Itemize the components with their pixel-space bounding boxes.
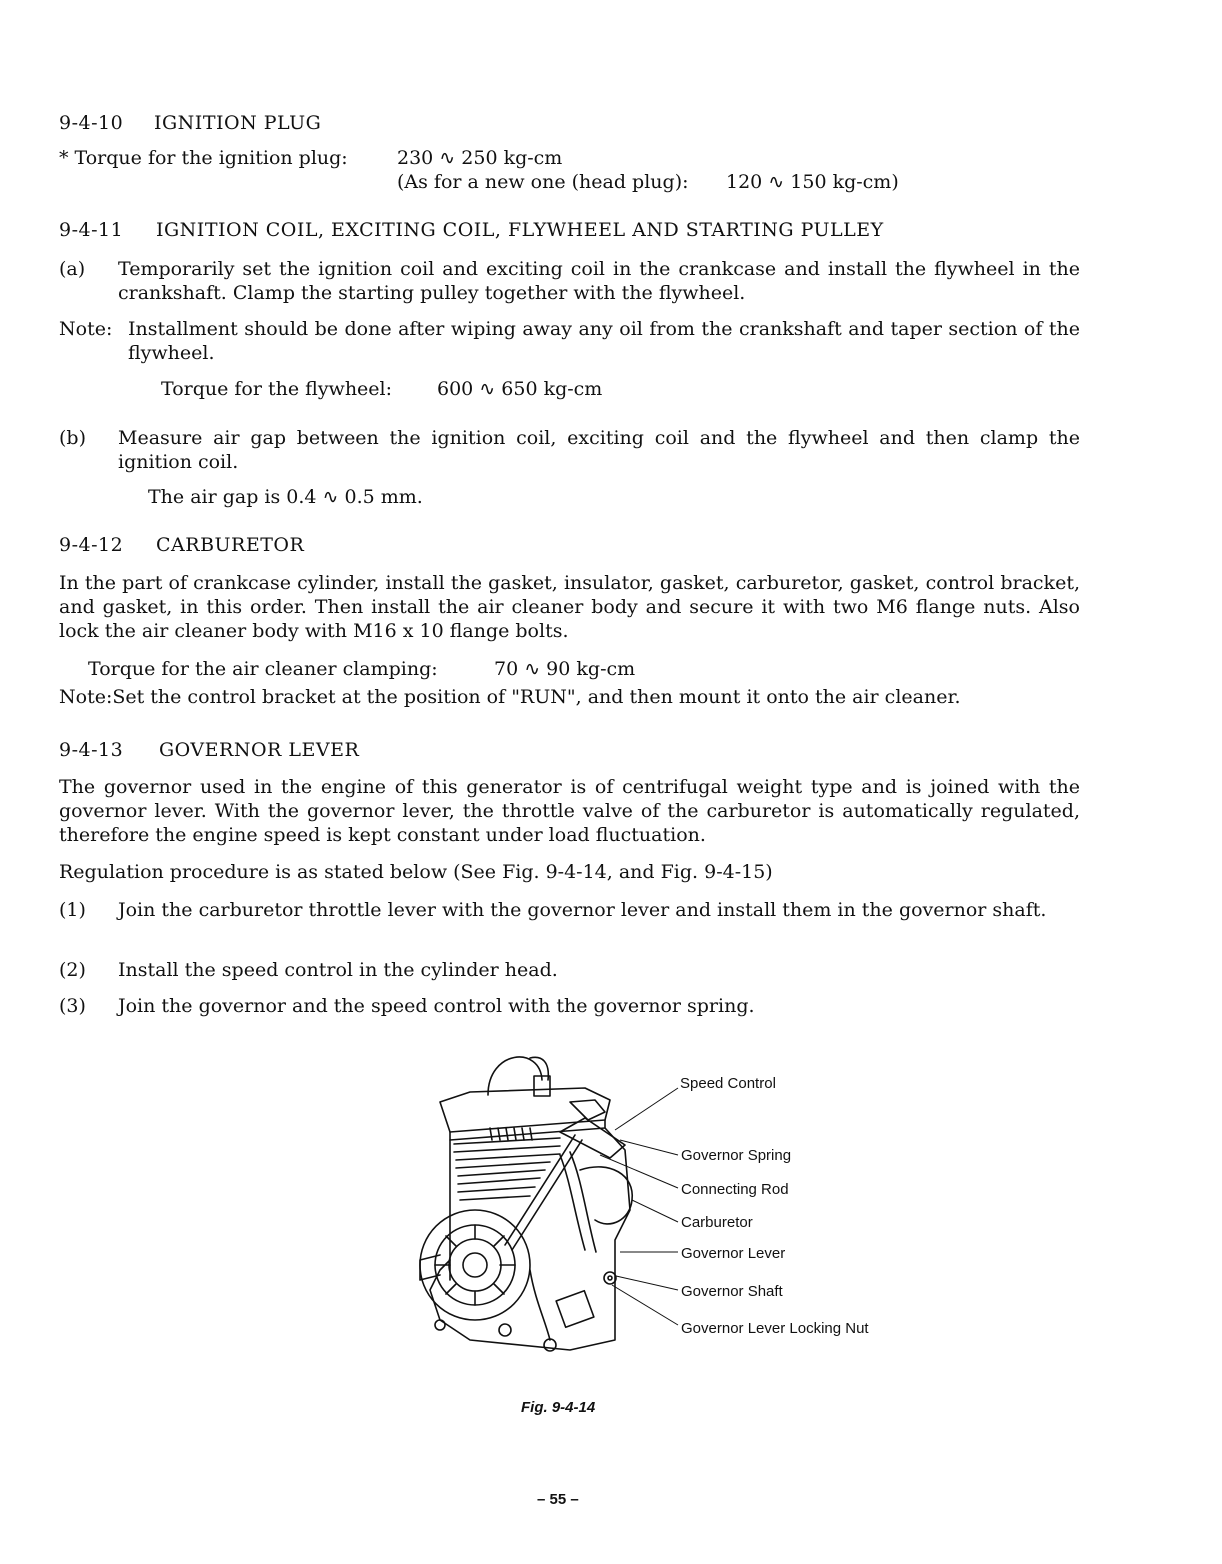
section-title: GOVERNOR LEVER — [159, 739, 360, 761]
figure-label: Governor Lever Locking Nut — [681, 1320, 869, 1337]
note-text: Note:Set the control bracket at the position of "RUN", and then mount it onto the air cleaner. — [59, 686, 961, 708]
paragraph: Regulation procedure is as stated below (See Fig. 9-4-14, and Fig. 9-4-15) — [59, 861, 773, 883]
torque-value: 600 ∿ 650 kg-cm — [437, 378, 603, 400]
engine-illustration — [410, 1040, 680, 1360]
section-number: 9-4-10 — [59, 112, 124, 134]
section-title: IGNITION PLUG — [154, 112, 322, 134]
figure-label: Governor Shaft — [681, 1283, 783, 1300]
section-number: 9-4-11 — [59, 219, 124, 241]
step-text: Join the governor and the speed control with the governor spring. — [118, 995, 755, 1017]
torque-label: * Torque for the ignition plug: — [59, 147, 348, 169]
note-marker: Note: — [59, 318, 113, 340]
note-text: Installment should be done after wiping away any oil from the crankshaft and taper section of the flywheel. — [128, 318, 1080, 364]
step-marker: (3) — [59, 995, 86, 1017]
section-title: IGNITION COIL, EXCITING COIL, FLYWHEEL AND STARTING PULLEY — [156, 219, 884, 241]
figure-label: Carburetor — [681, 1214, 753, 1231]
step-marker: (2) — [59, 959, 86, 981]
figure-label: Connecting Rod — [681, 1181, 789, 1198]
step-text: Install the speed control in the cylinder head. — [118, 959, 558, 981]
figure-label: Governor Spring — [681, 1147, 792, 1164]
section-number: 9-4-12 — [59, 534, 124, 556]
torque-value: 70 ∿ 90 kg-cm — [494, 658, 636, 680]
item-marker: (a) — [59, 258, 86, 280]
section-number: 9-4-13 — [59, 739, 124, 761]
paragraph: The governor used in the engine of this generator is of centrifugal weight type and is joined with the governor lever. With the governor lever, the throttle valve of the carburetor is automatically regulated, therefore the engine speed is kept constant under load fluctuation. — [59, 776, 1080, 846]
figure-label: Speed Control — [680, 1075, 776, 1092]
torque-value: 230 ∿ 250 kg-cm — [397, 147, 563, 169]
step-text: Join the carburetor throttle lever with the governor lever and install them in the governor shaft. — [118, 899, 1047, 921]
torque-label: (As for a new one (head plug): — [397, 171, 689, 193]
torque-label: Torque for the air cleaner clamping: — [88, 658, 438, 680]
paragraph: In the part of crankcase cylinder, install the gasket, insulator, gasket, carburetor, gasket, control bracket, and gasket, in this order. Then install the air cleaner body and secure it with two M6 flange nuts. Also lock the air cleaner body with M16 x 10 flange bolts. — [59, 572, 1080, 642]
item-marker: (b) — [59, 427, 86, 449]
page-number: – 55 – — [537, 1491, 579, 1508]
paragraph: Temporarily set the ignition coil and exciting coil in the crankcase and install the flywheel in the crankshaft. Clamp the starting pulley together with the flywheel. — [118, 258, 1080, 304]
air-gap-spec: The air gap is 0.4 ∿ 0.5 mm. — [148, 486, 423, 508]
torque-label: Torque for the flywheel: — [161, 378, 393, 400]
paragraph: Measure air gap between the ignition coil, exciting coil and the flywheel and then clamp the ignition coil. — [118, 427, 1080, 473]
section-title: CARBURETOR — [156, 534, 305, 556]
step-marker: (1) — [59, 899, 86, 921]
figure-label: Governor Lever — [681, 1245, 786, 1262]
figure-caption: Fig. 9-4-14 — [521, 1399, 596, 1416]
torque-value: 120 ∿ 150 kg-cm) — [726, 171, 899, 193]
